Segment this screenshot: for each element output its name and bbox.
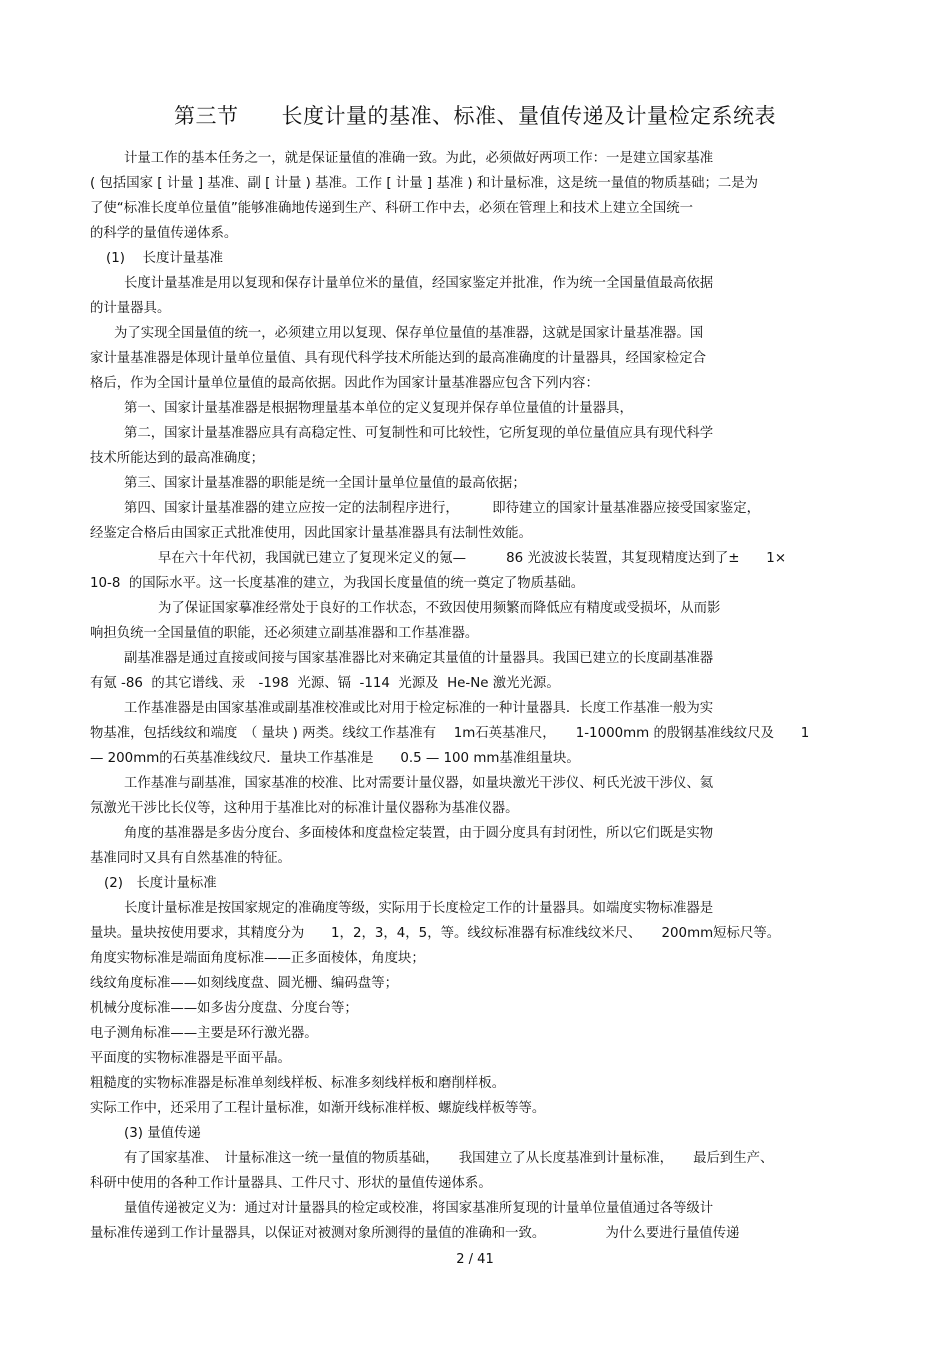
text-line: 10-8 的国际水平。这一长度基准的建立，为我国长度量值的统一奠定了物质基础。 [90,576,585,591]
text-line: 科研中使用的各种工作计量器具、工件尺寸、形状的量值传递体系。 [90,1176,492,1191]
text-line: 有了国家基准、 计量标准这一统一量值的物质基础， 我国建立了从长度基准到计量标准， 最后到生产、 [124,1151,774,1166]
section-title: 第三节 长度计量的基准、标准、量值传递及计量检定系统表 [174,104,776,128]
text-line: 格后，作为全国计量单位量值的最高依据。因此作为国家计量基准器应包含下列内容： [90,376,599,391]
text-line: 长度计量标准是按国家规定的准确度等级，实际用于长度检定工作的计量器具。如端度实物标准器是 [124,901,714,916]
text-line: 的科学的量值传递体系。 [90,226,238,241]
text-line: 计量工作的基本任务之一，就是保证量值的准确一致。为此，必须做好两项工作：一是建立国家基准 [124,151,714,166]
text-line: 的计量器具。 [90,301,171,316]
text-line: 副基准器是通过直接或间接与国家基准器比对来确定其量值的计量器具。我国已建立的长度副基准器 [124,651,714,666]
text-line: 长度计量基准是用以复现和保存计量单位米的量值，经国家鉴定并批准，作为统一全国量值最高依据 [124,276,714,291]
text-line: 技术所能达到的最高准确度； [90,451,265,466]
text-line: — 200mm的石英基准线纹尺．量块工作基准是 0.5 — 100 mm基准组量块。 [90,751,580,766]
page-number: 2 / 41 [456,1252,494,1267]
text-line: 基准同时又具有自然基准的特征。 [90,851,291,866]
text-line: 工作基准与副基准，国家基准的校准、比对需要计量仪器，如量块激光干涉仪、柯氏光波干涉仪、氦 [124,776,714,791]
text-line: 平面度的实物标准器是平面平晶。 [90,1051,291,1066]
text-line: 为了保证国家摹准经常处于良好的工作状态，不致因使用频繁而降低应有精度或受损坏，从而影 [158,601,721,616]
subheading: (2) 长度计量标准 [104,876,217,891]
text-line: 第一、国家计量基准器是根据物理量基本单位的定义复现并保存单位量值的计量器具， [124,401,633,416]
text-line: 实际工作中，还采用了工程计量标准，如渐开线标准样板、螺旋线样板等等。 [90,1101,546,1116]
subheading: (3) 量值传递 [124,1126,201,1141]
text-line: 角度的基准器是多齿分度台、多面棱体和度盘检定装置，由于圆分度具有封闭性，所以它们既是实物 [124,826,714,841]
text-line: 第二，国家计量基准器应具有高稳定性、可复制性和可比较性，它所复现的单位量值应具有现代科学 [124,426,714,441]
text-line: 第四、国家计量基准器的建立应按一定的法制程序进行， 即待建立的国家计量基准器应接受国家鉴定， [124,501,761,516]
text-line: 粗糙度的实物标准器是标准单刻线样板、标准多刻线样板和磨削样板。 [90,1076,506,1091]
text-line: 线纹角度标准——如刻线度盘、圆光栅、编码盘等； [90,976,398,991]
text-line: 量标准传递到工作计量器具，以保证对被测对象所测得的量值的准确和一致。 为什么要进行量值传递 [90,1226,740,1241]
text-line: 角度实物标准是端面角度标准——正多面棱体，角度块； [90,951,425,966]
text-line: 为了实现全国量值的统一，必须建立用以复现、保存单位量值的基准器，这就是国家计量基准器。国 [114,326,704,341]
text-line: 有氪 -86 的其它谱线、汞 -198 光源、镉 -114 光源及 He-Ne 激光光源。 [90,676,560,691]
text-line: 物基准，包括线纹和端度 （ 量块 ) 两类。线纹工作基准有 1m石英基准尺， 1-1000mm 的殷钢基准线纹尺及 1 [90,726,810,741]
text-line: 氖激光干涉比长仪等，这种用于基准比对的标准计量仪器称为基准仪器。 [90,801,519,816]
text-line: 量块。量块按使用要求，其精度分为 1，2，3，4，5，等。线纹标准器有标准线纹米尺、 200mm短标尺等。 [90,926,781,941]
text-line: ( 包括国家 [ 计量 ] 基准、副 [ 计量 ) 基准。工作 [ 计量 ] 基准 ) 和计量标准，这是统一量值的物质基础；二是为 [90,176,759,191]
text-line: 量值传递被定义为：通过对计量器具的检定或校准，将国家基准所复现的计量单位量值通过各等级计 [124,1201,714,1216]
text-line: 第三、国家计量基准器的职能是统一全国计量单位量值的最高依据； [124,476,526,491]
text-line: 机械分度标准——如多齿分度盘、分度台等； [90,1001,358,1016]
subheading: (1) 长度计量基准 [106,251,223,266]
text-line: 经鉴定合格后由国家正式批准使用，因此国家计量基准器具有法制性效能。 [90,526,532,541]
text-line: 家计量基准器是体现计量单位量值、具有现代科学技术所能达到的最高准确度的计量器具，经国家检定合 [90,351,706,366]
text-line: 早在六十年代初，我国就已建立了复现米定义的氪— 86 光波波长装置，其复现精度达到了± 1× [158,551,787,566]
text-line: 电子测角标准——主要是环行激光器。 [90,1026,318,1041]
text-line: 响担负统一全国量值的职能，还必须建立副基准器和工作基准器。 [90,626,479,641]
text-line: 了使“标准长度单位量值”能够准确地传递到生产、科研工作中去，必须在管理上和技术上建立全国统一 [90,201,694,216]
text-line: 工作基准器是由国家基准或副基准校准或比对用于检定标准的一种计量器具．长度工作基准一般为实 [124,701,714,716]
